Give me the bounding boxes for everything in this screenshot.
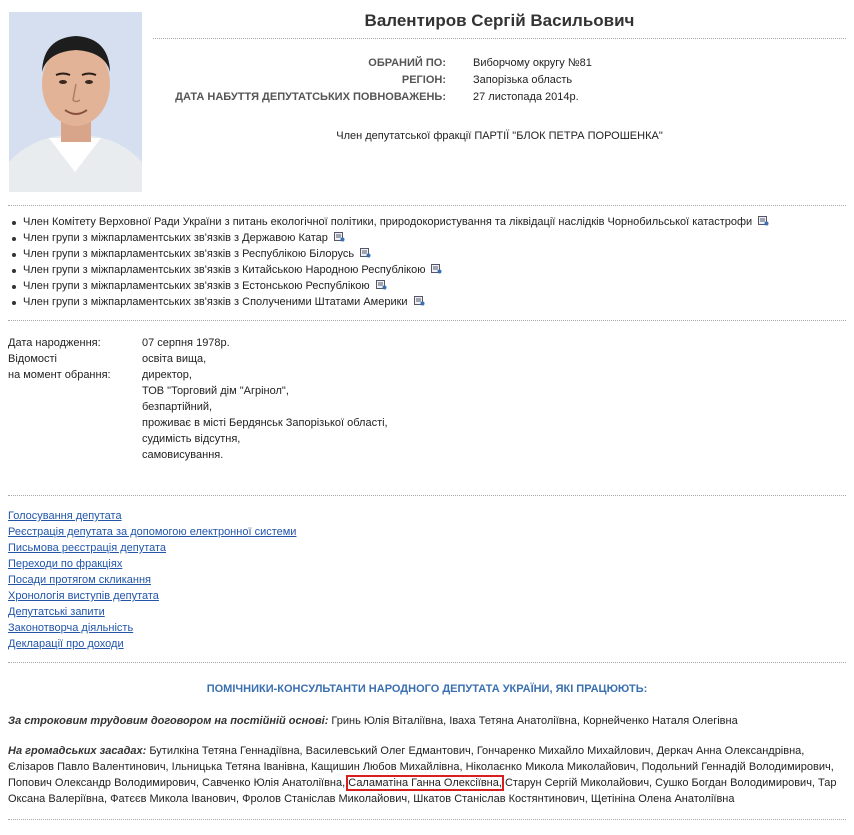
list-item xyxy=(10,294,854,310)
list-item xyxy=(10,278,854,294)
document-icon[interactable] xyxy=(431,264,442,274)
document-icon[interactable] xyxy=(360,248,371,258)
list-item xyxy=(10,246,854,262)
bio-value: самовисування. xyxy=(142,449,224,461)
info-value: 27 листопада 2014р. xyxy=(473,91,579,103)
document-icon[interactable] xyxy=(376,280,387,290)
deputy-header xyxy=(0,0,854,205)
birth-date-value: 07 серпня 1978р. xyxy=(142,337,230,349)
document-icon[interactable] xyxy=(334,232,345,242)
bio-value: освіта вища, xyxy=(142,353,207,365)
info-label: РЕГІОН: xyxy=(401,74,446,86)
faction-membership: Член депутатської фракції ПАРТІЇ "БЛОК ПЕТРА ПОРОШЕНКА" xyxy=(336,130,663,142)
committee-list xyxy=(0,206,854,320)
info-label: ОБРАНИЙ ПО: xyxy=(368,57,446,69)
assistants-volunteer-names-rest: Старун Сергій Миколайович, Сушко Богдан Володимирович, Тар Оксана Валеріївна, Фатєєв Микола Іванович, Фролов Станіслав Миколайович, Шкатов Станіслав Костянтинович, Щетініна Олена Анатоліївна xyxy=(8,777,837,805)
committee-text: Член групи з міжпарламентських зв'язків з Китайською Народною Республікою xyxy=(23,264,426,276)
assistants-contract xyxy=(8,713,846,743)
link-legislation[interactable]: Законотворча діяльність xyxy=(8,622,134,634)
list-item xyxy=(10,262,854,278)
bio-value: судимість відсутня, xyxy=(142,433,241,445)
list-item xyxy=(10,214,854,230)
info-value: Запорізька область xyxy=(473,74,573,86)
link-inquiries[interactable]: Депутатські запити xyxy=(8,606,105,618)
assistants-volunteer xyxy=(8,743,846,807)
info-row-mandate-date xyxy=(153,91,846,108)
assistants-title: ПОМІЧНИКИ-КОНСУЛЬТАНТИ НАРОДНОГО ДЕПУТАТА УКРАЇНИ, ЯКІ ПРАЦЮЮТЬ: xyxy=(206,683,648,695)
link-positions[interactable]: Посади протягом скликання xyxy=(8,574,151,586)
deputy-photo xyxy=(9,12,142,192)
info-row-elected xyxy=(153,57,846,74)
highlighted-assistant: Саламатіна Ганна Олексіївна, xyxy=(348,777,502,789)
assistants-volunteer-lead: На громадських засадах: xyxy=(8,745,147,757)
biography xyxy=(8,321,846,495)
document-icon[interactable] xyxy=(758,216,769,226)
link-electronic-registration[interactable]: Реєстрація депутата за допомогою електронної системи xyxy=(8,526,297,538)
assistants-volunteer-names: Бутилкіна Тетяна Геннадіївна, Василевський Олег Едмантович, Гончаренко Михайло Михайлович, Деркач Анна Олександрівна, Єлізаров Павло Валентинович, Ільницька Тетяна Іванівна, Кащишин Любов Михайлівна, Ніколаєнко Микола Миколайович, Подольний Геннадій Володимирович, Попович Олександр Володимирович, Савченко Юлія Анатоліївна, xyxy=(8,745,834,789)
link-written-registration[interactable]: Письмова реєстрація депутата xyxy=(8,542,167,554)
assistants-contract-names: Гринь Юлія Віталіївна, Іваха Тетяна Анатоліївна, Корнейченко Наталя Олегівна xyxy=(328,715,738,727)
link-voting[interactable]: Голосування депутата xyxy=(8,510,122,522)
info-label: ДАТА НАБУТТЯ ДЕПУТАТСЬКИХ ПОВНОВАЖЕНЬ: xyxy=(175,91,446,103)
info-value: Виборчому округу №81 xyxy=(473,57,592,69)
info-row-region xyxy=(153,74,846,91)
link-declarations[interactable]: Декларації про доходи xyxy=(8,638,124,650)
bio-value: директор, xyxy=(142,369,192,381)
deputy-info xyxy=(153,57,846,108)
info-label-line-1: Відомості xyxy=(8,353,57,365)
link-faction-transfers[interactable]: Переходи по фракціях xyxy=(8,558,123,570)
bio-value: безпартійний, xyxy=(142,401,213,413)
deputy-links xyxy=(0,496,854,662)
committee-text: Член групи з міжпарламентських зв'язків з Естонською Республікою xyxy=(23,280,370,292)
link-speeches[interactable]: Хронологія виступів депутата xyxy=(8,590,159,602)
committee-text: Член Комітету Верховної Ради України з питань екологічної політики, природокористування та ліквідації наслідків Чорнобильської катастрофи xyxy=(23,216,753,228)
document-icon[interactable] xyxy=(414,296,425,306)
list-item xyxy=(10,230,854,246)
bio-value: ТОВ "Торговий дім "Агрінол", xyxy=(142,385,289,397)
bio-values xyxy=(142,335,388,463)
bio-value: проживає в місті Бердянськ Запорізької області, xyxy=(142,417,388,429)
committee-text: Член групи з міжпарламентських зв'язків з Республікою Білорусь xyxy=(23,248,355,260)
header-divider xyxy=(153,38,846,39)
deputy-name: Валентиров Сергій Васильович xyxy=(364,11,635,30)
assistants-contract-lead: За строковим трудовим договором на постійній основі: xyxy=(8,715,329,727)
birth-date-label: Дата народження: xyxy=(8,337,101,349)
bottom-divider xyxy=(8,819,846,820)
info-label-line-2: на момент обрання: xyxy=(8,369,111,381)
committee-text: Член групи з міжпарламентських зв'язків з Сполученими Штатами Америки xyxy=(23,296,408,308)
committee-text: Член групи з міжпарламентських зв'язків з Державою Катар xyxy=(23,232,328,244)
